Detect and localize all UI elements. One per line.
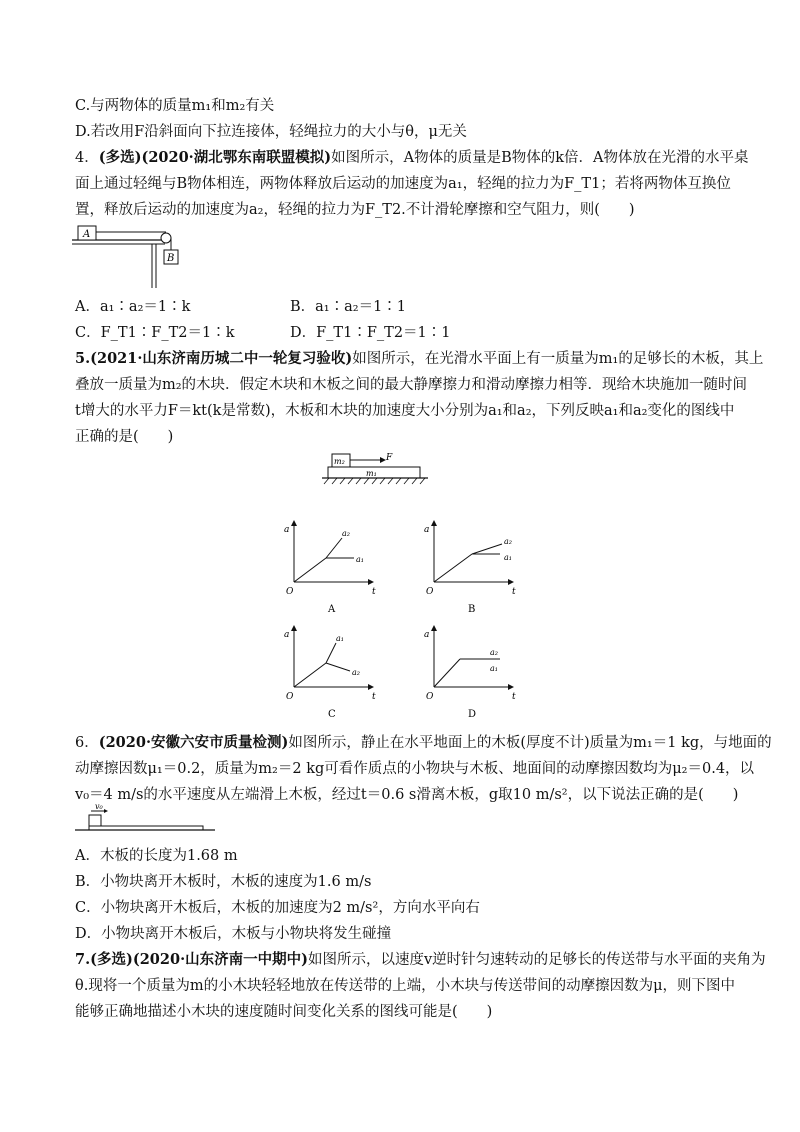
q4-option-b: B．a₁∶a₂＝1∶1	[290, 299, 407, 315]
q5-m1-label: m₁	[366, 469, 377, 478]
q5-graph-b	[420, 520, 530, 615]
graph-d-line1-label: a₂	[490, 648, 498, 657]
q4-block-a-label: A	[83, 229, 91, 240]
q6-text: 如图所示，静止在水平地面上的木板(厚度不计)质量为m₁＝1 kg，与地面的	[288, 735, 772, 751]
graph-d-x-label: t	[512, 692, 516, 702]
q4-source-tag: (多选)(2020·湖北鄂东南联盟模拟)	[98, 149, 332, 166]
q7-source-tag: 7.(多选)(2020·山东济南一中期中)	[75, 951, 308, 968]
q6-option-b: B．小物块离开木板时，木板的速度为1.6 m/s	[75, 874, 372, 890]
q6-small-block	[89, 815, 101, 826]
q7-stem-line2: θ.现将一个质量为m的小木块轻轻地放在传送带的上端，小木块与传送带间的动摩擦因数为μ，则下图中	[75, 978, 736, 994]
q5-ground-hatch	[324, 478, 425, 484]
q4-pulley	[161, 233, 171, 243]
q7-stem-line1	[75, 950, 766, 970]
q6-v0-label: v₀	[95, 802, 103, 811]
graph-c-line1-label: a₁	[336, 634, 344, 643]
q6-number: 6．	[75, 735, 99, 751]
q5-graph-c	[280, 625, 390, 720]
graph-b-x-label: t	[512, 587, 516, 597]
graph-b-line2-label: a₁	[504, 553, 512, 562]
graph-a-caption: A	[328, 604, 336, 615]
q4-number: 4．	[75, 150, 99, 166]
graph-a-x-label: t	[372, 587, 376, 597]
q6-option-a: A．木板的长度为1.68 m	[75, 848, 238, 864]
q5-figure-blocks	[320, 450, 430, 492]
graph-a-line2-label: a₁	[356, 555, 364, 564]
q4-option-c: C．F_T1∶F_T2＝1∶k	[75, 325, 235, 341]
q6-stem-line1	[75, 733, 772, 753]
q3-option-d: D.若改用F沿斜面向下拉连接体，轻绳拉力的大小与θ，μ无关	[75, 124, 467, 140]
graph-c-y-label: a	[284, 630, 290, 640]
graph-a-line1-label: a₂	[342, 529, 350, 538]
q4-text: 如图所示，A物体的质量是B物体的k倍．A物体放在光滑的水平桌	[331, 150, 749, 166]
graph-d-origin: O	[426, 692, 434, 702]
graph-d-y-label: a	[424, 630, 430, 640]
q6-stem-line2: 动摩擦因数μ₁＝0.2，质量为m₂＝2 kg可看作质点的小物块与木板、地面间的动摩擦因数均为μ₂＝0.4，以	[75, 761, 755, 777]
q6-option-c: C．小物块离开木板后，木板的加速度为2 m/s²，方向水平向右	[75, 900, 480, 916]
q6-source-tag: (2020·安徽六安市质量检测)	[98, 734, 289, 751]
q5-graph-d	[420, 625, 530, 720]
q7-text: 如图所示，以速度v逆时针匀速转动的足够长的传送带与水平面的夹角为	[307, 952, 766, 968]
graph-c-origin: O	[286, 692, 294, 702]
graph-d-caption: D	[468, 709, 477, 720]
q4-option-a: A．a₁∶a₂＝1∶k	[75, 299, 191, 315]
graph-b-caption: B	[468, 604, 476, 615]
q5-stem-line3: t增大的水平力F＝kt(k是常数)，木板和木块的加速度大小分别为a₁和a₂，下列反映a₁和a₂变化的图线中	[75, 403, 735, 419]
graph-c-x-label: t	[372, 692, 376, 702]
graph-c-caption: C	[328, 709, 336, 720]
q5-stem-line4: 正确的是( )	[75, 429, 174, 445]
q6-stem-line3: v₀＝4 m/s的水平速度从左端滑上木板，经过t＝0.6 s滑离木板，g取10 m/s²，以下说法正确的是( )	[75, 787, 739, 803]
q4-stem-line2: 面上通过轻绳与B物体相连，两物体释放后运动的加速度为a₁，轻绳的拉力为F_T1；若将两物体互换位	[75, 176, 731, 192]
q4-figure-pulley	[70, 220, 190, 290]
q5-graph-a	[280, 520, 390, 615]
q5-force-label: F	[386, 453, 393, 463]
q5-m2-label: m₂	[334, 457, 345, 466]
graph-d-line2-label: a₁	[490, 664, 498, 673]
q4-option-d: D．F_T1∶F_T2＝1∶1	[290, 325, 451, 341]
graph-a-y-label: a	[284, 525, 290, 535]
q5-stem-line2: 叠放一质量为m₂的木块．假定木块和木板之间的最大静摩擦力和滑动摩擦力相等．现给木块施加一随时间	[75, 377, 748, 393]
graph-b-line1-label: a₂	[504, 537, 512, 546]
q5-text: 如图所示，在光滑水平面上有一质量为m₁的足够长的木板，其上	[352, 351, 764, 367]
graph-a-origin: O	[286, 587, 294, 597]
q4-block-b-label: B	[167, 253, 175, 264]
q4-stem-line1	[75, 148, 749, 168]
q3-option-c: C.与两物体的质量m₁和m₂有关	[75, 98, 275, 114]
graph-c-line2-label: a₂	[352, 668, 360, 677]
graph-b-y-label: a	[424, 525, 430, 535]
q5-source-tag: 5.(2021·山东济南历城二中一轮复习验收)	[75, 350, 353, 367]
q6-figure-board	[75, 800, 215, 835]
q6-option-d: D．小物块离开木板后，木板与小物块将发生碰撞	[75, 926, 392, 942]
q7-stem-line3: 能够正确地描述小木块的速度随时间变化关系的图线可能是( )	[75, 1004, 493, 1020]
q5-stem-line1	[75, 349, 764, 369]
graph-b-origin: O	[426, 587, 434, 597]
q4-stem-line3: 置，释放后运动的加速度为a₂，轻绳的拉力为F_T2.不计滑轮摩擦和空气阻力，则( )	[75, 202, 635, 218]
